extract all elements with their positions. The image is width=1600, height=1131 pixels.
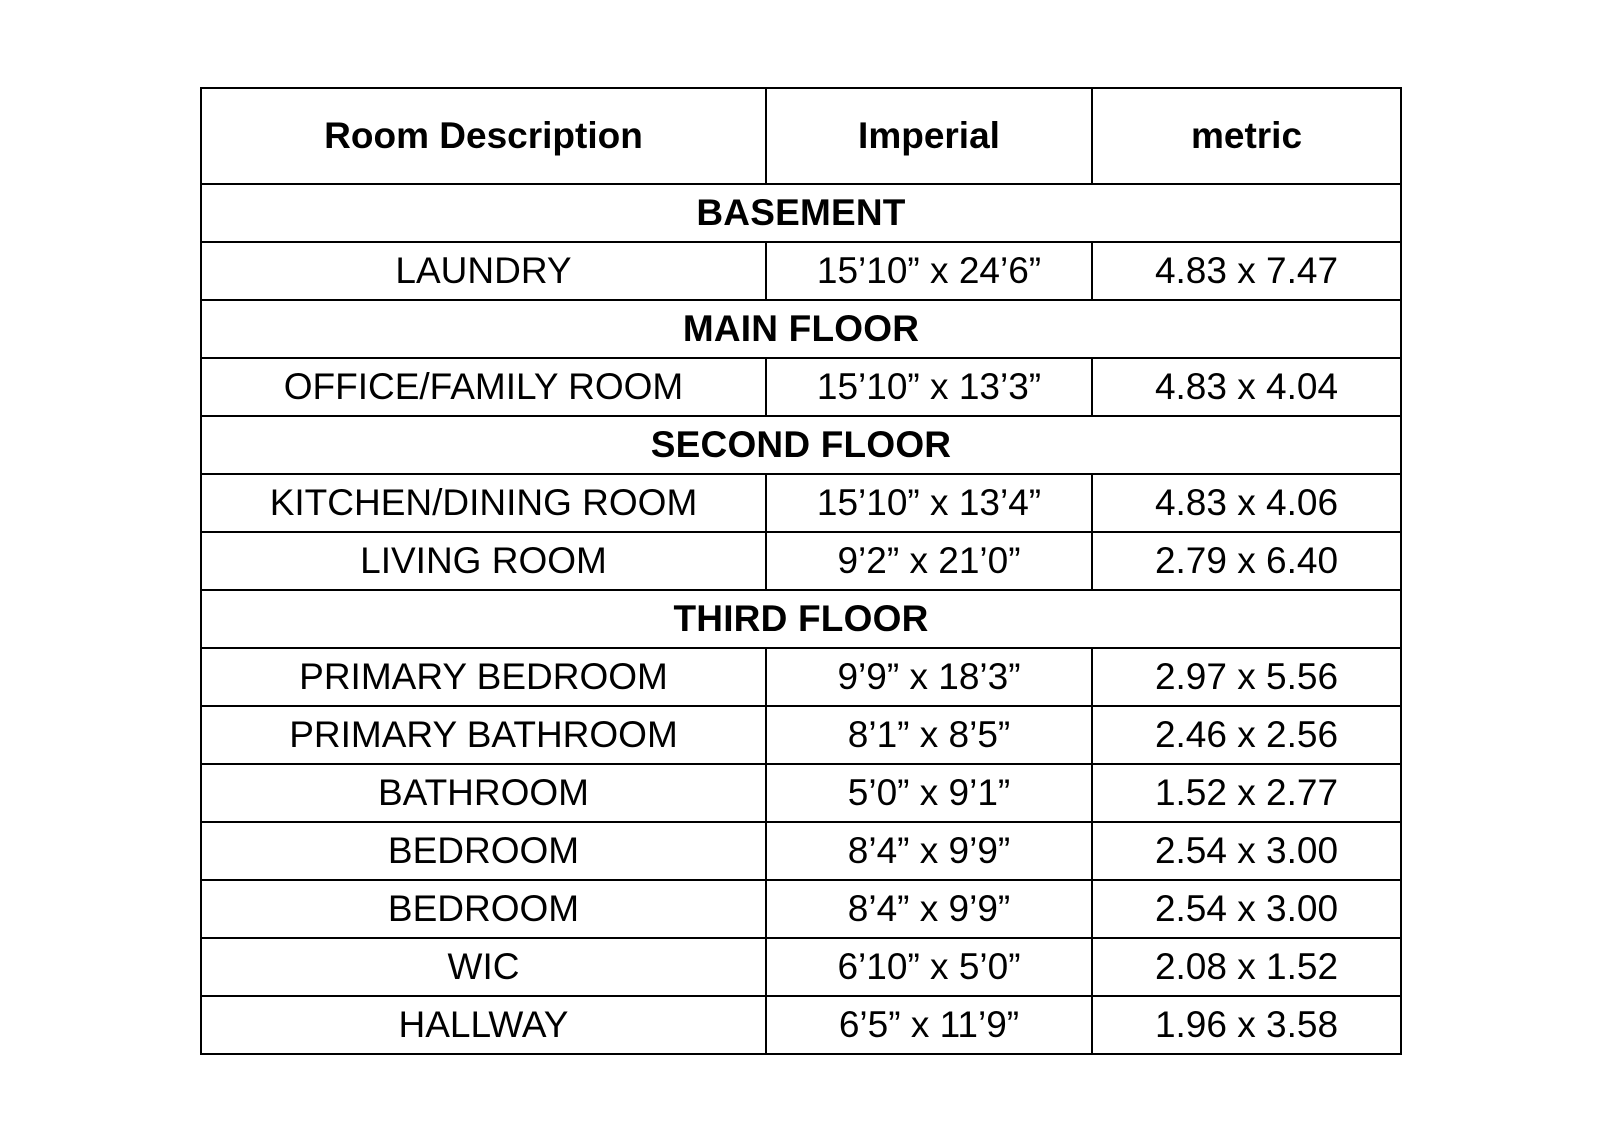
section-row xyxy=(201,184,1401,242)
imperial-dimensions: 8’4” x 9’9” xyxy=(766,822,1092,880)
table-row xyxy=(201,996,1401,1054)
metric-dimensions: 1.96 x 3.58 xyxy=(1092,996,1401,1054)
imperial-dimensions: 9’9” x 18’3” xyxy=(766,648,1092,706)
table-row xyxy=(201,880,1401,938)
section-title: BASEMENT xyxy=(201,184,1401,242)
room-name: HALLWAY xyxy=(201,996,766,1054)
table-row xyxy=(201,648,1401,706)
imperial-dimensions: 15’10” x 13’4” xyxy=(766,474,1092,532)
metric-dimensions: 2.08 x 1.52 xyxy=(1092,938,1401,996)
table-row xyxy=(201,706,1401,764)
metric-dimensions: 2.54 x 3.00 xyxy=(1092,822,1401,880)
room-name: WIC xyxy=(201,938,766,996)
metric-dimensions: 4.83 x 7.47 xyxy=(1092,242,1401,300)
room-name: BEDROOM xyxy=(201,822,766,880)
metric-dimensions: 4.83 x 4.04 xyxy=(1092,358,1401,416)
table-row xyxy=(201,764,1401,822)
imperial-dimensions: 8’4” x 9’9” xyxy=(766,880,1092,938)
metric-dimensions: 2.97 x 5.56 xyxy=(1092,648,1401,706)
imperial-dimensions: 15’10” x 24’6” xyxy=(766,242,1092,300)
table-row xyxy=(201,532,1401,590)
metric-dimensions: 2.79 x 6.40 xyxy=(1092,532,1401,590)
imperial-dimensions: 9’2” x 21’0” xyxy=(766,532,1092,590)
table-row xyxy=(201,242,1401,300)
section-title: MAIN FLOOR xyxy=(201,300,1401,358)
table-row xyxy=(201,358,1401,416)
room-name: LAUNDRY xyxy=(201,242,766,300)
imperial-dimensions: 5’0” x 9’1” xyxy=(766,764,1092,822)
metric-dimensions: 4.83 x 4.06 xyxy=(1092,474,1401,532)
imperial-dimensions: 8’1” x 8’5” xyxy=(766,706,1092,764)
section-row xyxy=(201,300,1401,358)
metric-dimensions: 2.46 x 2.56 xyxy=(1092,706,1401,764)
imperial-dimensions: 15’10” x 13’3” xyxy=(766,358,1092,416)
section-title: THIRD FLOOR xyxy=(201,590,1401,648)
metric-dimensions: 1.52 x 2.77 xyxy=(1092,764,1401,822)
table-header-row xyxy=(201,88,1401,184)
header-room-description: Room Description xyxy=(201,88,766,184)
section-title: SECOND FLOOR xyxy=(201,416,1401,474)
header-imperial: Imperial xyxy=(766,88,1092,184)
room-name: BATHROOM xyxy=(201,764,766,822)
room-name: LIVING ROOM xyxy=(201,532,766,590)
table-row xyxy=(201,474,1401,532)
imperial-dimensions: 6’5” x 11’9” xyxy=(766,996,1092,1054)
header-metric: metric xyxy=(1092,88,1401,184)
room-name: BEDROOM xyxy=(201,880,766,938)
room-name: PRIMARY BATHROOM xyxy=(201,706,766,764)
room-name: KITCHEN/DINING ROOM xyxy=(201,474,766,532)
room-name: OFFICE/FAMILY ROOM xyxy=(201,358,766,416)
section-row xyxy=(201,416,1401,474)
room-name: PRIMARY BEDROOM xyxy=(201,648,766,706)
metric-dimensions: 2.54 x 3.00 xyxy=(1092,880,1401,938)
imperial-dimensions: 6’10” x 5’0” xyxy=(766,938,1092,996)
table-row xyxy=(201,938,1401,996)
room-dimensions-table xyxy=(200,87,1402,1055)
table-row xyxy=(201,822,1401,880)
section-row xyxy=(201,590,1401,648)
